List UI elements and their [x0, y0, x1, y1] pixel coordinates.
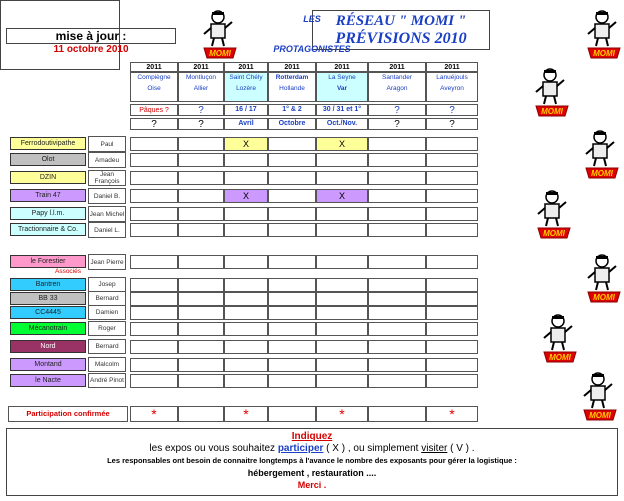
availability-cell: [268, 322, 316, 336]
mascot-icon: [580, 370, 620, 422]
availability-cell: [316, 340, 368, 354]
availability-cell: [130, 340, 178, 354]
availability-cell: [268, 207, 316, 221]
event-location: [178, 72, 224, 102]
event-year: 2011: [224, 62, 268, 72]
associate-person: Josep: [88, 277, 126, 292]
availability-cell: [426, 153, 478, 167]
availability-cell: [224, 292, 268, 306]
availability-cell: [130, 322, 178, 336]
availability-cell: [268, 374, 316, 388]
availability-cell: [178, 292, 224, 306]
event-dates: ?: [178, 104, 224, 116]
availability-cell: [130, 153, 178, 167]
club-person: Paul: [88, 136, 126, 152]
availability-cell: [224, 153, 268, 167]
club-name: Olot: [10, 153, 86, 166]
event-location: [224, 72, 268, 102]
event-month: ?: [130, 118, 178, 130]
availability-cell: [368, 255, 426, 269]
club-person: Daniel L.: [88, 222, 126, 238]
associate-name: Nord: [10, 340, 86, 353]
associate-person: André Pinot: [88, 373, 126, 388]
availability-cell: [316, 278, 368, 292]
availability-cell: [268, 153, 316, 167]
event-dates: 1° & 2: [268, 104, 316, 116]
event-city: La Seyne: [328, 74, 356, 81]
availability-cell: [426, 306, 478, 320]
availability-cell: [130, 171, 178, 185]
event-region: Allier: [193, 85, 209, 92]
club-person: Daniel B.: [88, 188, 126, 204]
availability-cell: [178, 153, 224, 167]
availability-cell: [268, 358, 316, 372]
svg-text:MOMI: MOMI: [591, 169, 613, 178]
availability-cell: [224, 358, 268, 372]
availability-cell: [316, 292, 368, 306]
title-line-1: RÉSEAU " MOMI ": [335, 13, 467, 29]
mascot-icon: [584, 8, 624, 60]
availability-cell: [426, 137, 478, 151]
availability-cell: [178, 358, 224, 372]
club-name: Tractionnaire & Co.: [10, 223, 86, 236]
club-person: Jean Michel: [88, 206, 126, 222]
availability-cell: [130, 292, 178, 306]
participation-cell: [268, 406, 316, 422]
associate-person: Bernard: [88, 291, 126, 306]
availability-cell: [368, 340, 426, 354]
svg-text:MOMI: MOMI: [593, 293, 615, 302]
event-region: Aragon: [386, 85, 408, 92]
availability-cell: [130, 358, 178, 372]
availability-cell: [426, 223, 478, 237]
event-year: 2011: [268, 62, 316, 72]
svg-text:MOMI: MOMI: [543, 229, 565, 238]
availability-cell: [368, 292, 426, 306]
club-name: Ferrodoutivipathe: [10, 137, 86, 150]
availability-cell: [178, 171, 224, 185]
availability-cell: [316, 306, 368, 320]
availability-cell: [268, 223, 316, 237]
event-city: Lanuéjouls: [436, 74, 468, 81]
availability-cell: [368, 358, 426, 372]
event-year: 2011: [130, 62, 178, 72]
footer-visiter: visiter: [421, 443, 448, 454]
availability-cell: [316, 322, 368, 336]
availability-cell: [130, 207, 178, 221]
svg-text:MOMI: MOMI: [589, 411, 611, 420]
availability-cell: [268, 292, 316, 306]
availability-cell: [426, 278, 478, 292]
protagonists-line-2: PROTAGONISTES: [273, 44, 351, 54]
event-region: Aveyron: [440, 85, 464, 92]
event-region: Lozère: [236, 85, 256, 92]
availability-cell: [368, 223, 426, 237]
availability-cell: [130, 223, 178, 237]
svg-text:MOMI: MOMI: [593, 49, 615, 58]
availability-cell: [130, 374, 178, 388]
participation-cell: [368, 406, 426, 422]
event-region: Oise: [147, 85, 161, 92]
availability-cell: X: [316, 189, 368, 203]
availability-cell: [268, 278, 316, 292]
availability-cell: [426, 292, 478, 306]
event-location: [130, 72, 178, 102]
event-city: Saint Chély: [229, 74, 263, 81]
associate-person: Damien: [88, 305, 126, 320]
availability-cell: [224, 278, 268, 292]
svg-text:MOMI: MOMI: [541, 107, 563, 116]
footer-line-3: Les responsables ont besoin de connaitre longtemps à l'avance le nombre des exposants pour gérer la logistique :: [107, 456, 517, 465]
availability-cell: [316, 153, 368, 167]
associate-person: Bernard: [88, 339, 126, 354]
availability-cell: [316, 358, 368, 372]
availability-cell: [178, 207, 224, 221]
participation-cell: [178, 406, 224, 422]
mascot-icon: [534, 188, 574, 240]
participation-cell: *: [316, 406, 368, 422]
associate-name: Bantren: [10, 278, 86, 291]
availability-cell: [426, 340, 478, 354]
footer-line-2: [7, 443, 617, 455]
availability-cell: X: [316, 137, 368, 151]
event-year: 2011: [426, 62, 478, 72]
availability-cell: [426, 374, 478, 388]
mascot-icon: [532, 66, 572, 118]
footer-text-e: ( V ) .: [447, 443, 475, 454]
event-month: Oct./Nov.: [316, 118, 368, 130]
availability-cell: [426, 171, 478, 185]
availability-cell: [268, 189, 316, 203]
participation-label: Participation confirmée: [8, 406, 128, 422]
availability-cell: [224, 207, 268, 221]
footer-title: Indiquez: [291, 431, 333, 442]
event-region: Var: [336, 85, 348, 92]
associate-name: le Nacte: [10, 374, 86, 387]
event-month: ?: [368, 118, 426, 130]
availability-cell: [368, 278, 426, 292]
event-location: [368, 72, 426, 102]
availability-cell: [224, 306, 268, 320]
availability-cell: [316, 374, 368, 388]
footer-text-a: les expos ou vous souhaitez: [149, 443, 278, 454]
event-year: 2011: [316, 62, 368, 72]
event-dates: ?: [368, 104, 426, 116]
availability-cell: [224, 322, 268, 336]
availability-cell: [130, 278, 178, 292]
update-label: mise à jour :: [6, 28, 176, 44]
availability-cell: [130, 137, 178, 151]
mascot-icon: [584, 252, 624, 304]
event-dates: 30 / 31 et 1°: [316, 104, 368, 116]
availability-cell: [268, 340, 316, 354]
club-person: Jean François: [88, 170, 126, 186]
availability-cell: [268, 137, 316, 151]
event-month: Avril: [224, 118, 268, 130]
availability-cell: [368, 153, 426, 167]
availability-cell: [368, 207, 426, 221]
footer-line-4: hébergement , restauration ....: [247, 468, 377, 478]
availability-cell: [224, 223, 268, 237]
availability-cell: [426, 189, 478, 203]
availability-cell: [224, 340, 268, 354]
availability-cell: [268, 255, 316, 269]
availability-cell: [224, 255, 268, 269]
availability-cell: [316, 171, 368, 185]
event-city: Compiègne: [137, 74, 171, 81]
availability-cell: [130, 189, 178, 203]
associate-person: Roger: [88, 321, 126, 336]
availability-cell: [316, 207, 368, 221]
availability-cell: [368, 137, 426, 151]
availability-cell: [178, 340, 224, 354]
footer-note: [6, 428, 618, 496]
participation-cell: *: [426, 406, 478, 422]
event-month: ?: [426, 118, 478, 130]
mascot-icon: [582, 128, 622, 180]
event-dates: 16 / 17: [224, 104, 268, 116]
club-name: Train 47: [10, 189, 86, 202]
availability-cell: [224, 374, 268, 388]
availability-cell: [178, 137, 224, 151]
event-year: 2011: [178, 62, 224, 72]
event-dates: Pâques ?: [130, 104, 178, 116]
associes-label: Associés: [54, 268, 81, 275]
availability-cell: [178, 255, 224, 269]
footer-line-5: Merci .: [297, 480, 327, 490]
event-year: 2011: [368, 62, 426, 72]
availability-cell: [426, 255, 478, 269]
availability-cell: [130, 306, 178, 320]
availability-cell: [368, 171, 426, 185]
availability-cell: [178, 374, 224, 388]
availability-cell: [316, 255, 368, 269]
event-location: [426, 72, 478, 102]
associate-name: Montand: [10, 358, 86, 371]
event-region: Hollande: [279, 85, 305, 92]
associate-person: Malcolm: [88, 357, 126, 372]
svg-text:MOMI: MOMI: [549, 353, 571, 362]
availability-cell: [426, 322, 478, 336]
event-location: [316, 72, 368, 102]
event-location: [268, 72, 316, 102]
event-dates: ?: [426, 104, 478, 116]
event-city: Rotterdam: [275, 74, 309, 81]
associate-name: CC4445: [10, 306, 86, 319]
footer-participer: participer: [277, 443, 324, 454]
svg-text:MOMI: MOMI: [209, 49, 231, 58]
mascot-icon: [200, 8, 240, 60]
availability-cell: [178, 278, 224, 292]
availability-cell: [268, 306, 316, 320]
availability-cell: [368, 322, 426, 336]
availability-cell: [368, 374, 426, 388]
footer-text-c: ( X ) , ou simplement: [323, 443, 422, 454]
club-name: Papy l.l.m.: [10, 207, 86, 220]
associate-name: BB 33: [10, 292, 86, 305]
availability-cell: [426, 358, 478, 372]
event-month: ?: [178, 118, 224, 130]
event-city: Santander: [382, 74, 412, 81]
club-name: DZIN: [10, 171, 86, 184]
availability-cell: [178, 322, 224, 336]
availability-cell: [426, 207, 478, 221]
club-name: le Forestier: [10, 255, 86, 268]
availability-cell: [268, 171, 316, 185]
availability-cell: [316, 223, 368, 237]
availability-cell: [178, 189, 224, 203]
participation-cell: *: [130, 406, 178, 422]
availability-cell: [224, 171, 268, 185]
availability-cell: [130, 255, 178, 269]
club-person: Amadeu: [88, 152, 126, 168]
availability-cell: X: [224, 137, 268, 151]
availability-cell: [178, 306, 224, 320]
mascot-icon: [540, 312, 580, 364]
participation-cell: *: [224, 406, 268, 422]
protagonists-line-1: LES: [303, 14, 321, 24]
availability-cell: [368, 306, 426, 320]
associate-name: Mécanotrain: [10, 322, 86, 335]
availability-cell: [178, 223, 224, 237]
update-date: 11 octobre 2010: [53, 44, 129, 55]
event-city: Montluçon: [186, 74, 216, 81]
club-person: Jean Pierre: [88, 254, 126, 270]
availability-cell: [368, 189, 426, 203]
availability-cell: X: [224, 189, 268, 203]
title-line-2: PRÉVISIONS 2010: [335, 30, 467, 47]
event-month: Octobre: [268, 118, 316, 130]
